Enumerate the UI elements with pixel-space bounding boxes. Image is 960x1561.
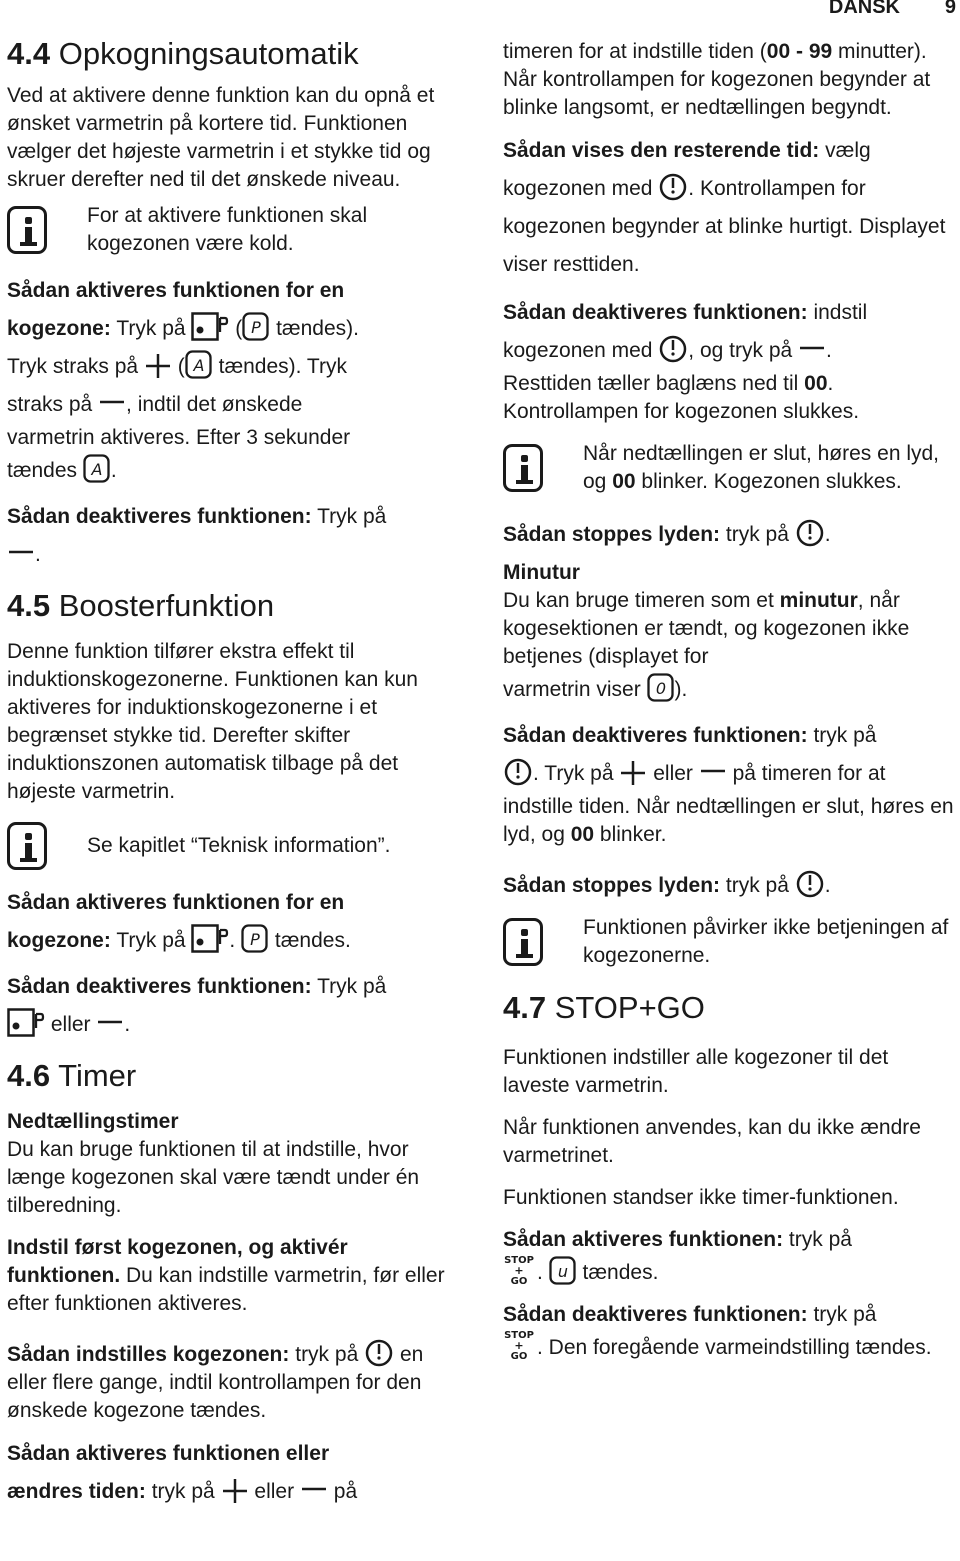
stop-go-text: GO bbox=[510, 1276, 528, 1286]
text: kogezonen med bbox=[503, 177, 653, 200]
timer-activate bbox=[7, 1435, 465, 1511]
deactivation-paragraph bbox=[7, 498, 465, 574]
text: . bbox=[229, 929, 236, 952]
text: varmetrin aktiveres. Efter 3 sekunder bbox=[7, 426, 351, 449]
text: tændes). Tryk bbox=[218, 355, 347, 378]
section-4-7-heading bbox=[503, 990, 955, 1026]
text: Du kan bruge timeren som et bbox=[503, 589, 780, 612]
page-header bbox=[0, 0, 960, 20]
display-character: 0 bbox=[655, 679, 666, 698]
info-icon bbox=[7, 822, 47, 870]
text: ( bbox=[235, 317, 243, 340]
info-note-text: Se kapitlet “Teknisk information”. bbox=[87, 834, 391, 857]
text: en eller flere gange, indtil kontrollampen for den ønskede kogezone tændes. bbox=[7, 1343, 424, 1422]
info-note-text bbox=[583, 440, 955, 496]
text: tryk på bbox=[813, 1303, 877, 1326]
info-icon bbox=[7, 206, 47, 254]
bold-text: 00 bbox=[612, 470, 636, 493]
instruction-label: Sådan aktiveres funktionen eller bbox=[7, 1442, 330, 1465]
section-number: 4.6 bbox=[7, 1058, 51, 1093]
minus-icon bbox=[98, 398, 126, 418]
display-character: P bbox=[250, 930, 260, 949]
info-note bbox=[7, 822, 465, 870]
display-icon bbox=[241, 924, 269, 954]
display-icon bbox=[83, 454, 111, 484]
info-icon bbox=[503, 918, 543, 966]
text: varmetrin viser bbox=[503, 678, 641, 701]
instruction-label: Sådan aktiveres funktionen for en bbox=[7, 891, 345, 914]
text: tryk på bbox=[725, 874, 789, 897]
text: . bbox=[35, 543, 41, 566]
text: ). bbox=[674, 678, 688, 701]
info-note-text: For at aktivere funktionen skal kogezonen være kold. bbox=[87, 204, 368, 255]
minute-minder-deactivate bbox=[503, 717, 955, 793]
zone-button-p-icon bbox=[7, 1008, 45, 1038]
info-note bbox=[503, 440, 955, 496]
text: Tryk på bbox=[317, 505, 387, 528]
text: kogezonen med bbox=[503, 339, 653, 362]
text: , og tryk på bbox=[688, 339, 793, 362]
section-title: Opkogningsautomatik bbox=[58, 36, 359, 71]
text: tændes bbox=[7, 459, 78, 482]
display-character: P bbox=[251, 318, 262, 337]
stop-go-text: + bbox=[514, 1339, 524, 1352]
instruction-label: Sådan deaktiveres funktionen: bbox=[7, 975, 312, 998]
timer-icon bbox=[364, 1336, 394, 1368]
info-note bbox=[503, 914, 955, 970]
text: . Tryk på bbox=[533, 762, 614, 785]
text: tryk på bbox=[295, 1343, 359, 1366]
stop-go-text: GO bbox=[510, 1351, 528, 1361]
instruction-label: Sådan aktiveres funktionen for en bbox=[7, 279, 345, 302]
instruction-label: Sådan deaktiveres funktionen: bbox=[503, 724, 808, 747]
minus-icon bbox=[96, 1018, 124, 1038]
text: , når kogesektionen er tændt, og kogezonen ikke betjenes (displayet for bbox=[503, 589, 910, 668]
text: tændes). bbox=[276, 317, 359, 340]
text: timeren for at indstille tiden ( bbox=[503, 40, 767, 63]
stopgo-p3: Funktionen standser ikke timer-funktionen. bbox=[503, 1186, 899, 1209]
section-number: 4.4 bbox=[7, 36, 51, 71]
text: tryk på bbox=[813, 724, 877, 747]
bold-text: 00 bbox=[570, 823, 595, 846]
page-number: 9 bbox=[944, 0, 956, 18]
zone-button-p-icon bbox=[191, 924, 229, 954]
text: . Den foregående varmeindstilling tændes. bbox=[537, 1336, 932, 1359]
text: ( bbox=[177, 355, 185, 378]
text: minutter). Når kontrollampen for kogezonen begynder at blinke langsomt, er nedtællingen begyndt. bbox=[503, 40, 931, 119]
section-4-6-heading bbox=[7, 1058, 465, 1094]
display-character: u bbox=[557, 1262, 568, 1281]
text: . bbox=[826, 339, 832, 362]
language-label: DANSK bbox=[828, 0, 900, 18]
display-icon bbox=[242, 312, 270, 342]
timer-set-zone bbox=[7, 1336, 465, 1425]
text: eller bbox=[50, 1013, 91, 1036]
text: Resttiden tæller baglæns ned til bbox=[503, 372, 799, 395]
text: blinker. Kogezonen slukkes. bbox=[635, 470, 902, 493]
text: Tryk på bbox=[317, 975, 387, 998]
text: Du kan indstille varmetrin, før eller efter funktionen aktiveres. bbox=[7, 1264, 445, 1315]
text: , indtil det ønskede bbox=[126, 393, 303, 416]
subsection-heading: Nedtællingstimer bbox=[7, 1110, 179, 1133]
text: straks på bbox=[7, 393, 93, 416]
instruction-label: Sådan indstilles kogezonen: bbox=[7, 1343, 290, 1366]
info-note-text: Funktionen påvirker ikke betjeningen af kogezonerne. bbox=[583, 916, 949, 967]
minus-icon bbox=[699, 767, 727, 787]
timer-icon bbox=[795, 867, 825, 899]
timer-icon bbox=[658, 332, 688, 364]
stop-go-text: + bbox=[514, 1264, 524, 1277]
section-title: STOP+GO bbox=[554, 990, 705, 1025]
text: på timeren for at bbox=[732, 762, 886, 785]
display-icon bbox=[185, 350, 213, 380]
text: tryk på bbox=[151, 1480, 215, 1503]
display-icon bbox=[549, 1256, 577, 1286]
bold-text: 00 bbox=[804, 372, 828, 395]
text: . bbox=[110, 459, 117, 482]
text: . bbox=[124, 1013, 131, 1036]
text: Tryk på bbox=[116, 317, 186, 340]
info-note bbox=[7, 202, 465, 258]
section-4-4-intro: Ved at aktivere denne funktion kan du opnå et ønsket varmetrin på kortere tid. Funktionen vælger det højeste varmetrin i et stykke tid og skruer derefter ned til det ønskede niveau. bbox=[7, 84, 435, 191]
minute-minder-deactivate-cont bbox=[503, 793, 955, 849]
display-character: A bbox=[193, 356, 205, 375]
text: eller bbox=[653, 762, 693, 785]
subsection-heading: Minutur bbox=[503, 561, 580, 584]
text: . bbox=[824, 874, 831, 897]
text: vælg bbox=[825, 139, 871, 162]
bold-text: minutur bbox=[779, 589, 858, 612]
activation-paragraph-end bbox=[7, 452, 465, 490]
text: Når nedtællingen er slut, høres en lyd, og bbox=[583, 442, 940, 493]
text: tryk på bbox=[788, 1228, 852, 1251]
instruction-label: Sådan deaktiveres funktionen: bbox=[7, 505, 312, 528]
section-4-5-heading bbox=[7, 588, 465, 624]
timer-icon bbox=[795, 516, 825, 548]
timer-intro: Du kan bruge funktionen til at indstille, hvor længe kogezonen skal være tændt under én tilberedning. bbox=[7, 1138, 420, 1217]
text: . Kontrollampen for kogezonen begynder at blinke hurtigt. Displayet viser resttiden. bbox=[503, 177, 946, 276]
display-icon bbox=[647, 673, 675, 703]
deactivation-paragraph bbox=[7, 968, 465, 1044]
stop-sound bbox=[503, 516, 955, 549]
stop-sound bbox=[503, 867, 955, 900]
minus-icon bbox=[798, 344, 826, 364]
text: på bbox=[333, 1480, 358, 1503]
stopgo-p2: Når funktionen anvendes, kan du ikke ændre varmetrinet. bbox=[503, 1116, 921, 1167]
timer-icon bbox=[503, 755, 533, 787]
bold-text: Indstil først kogezonen, og aktivér funktionen. bbox=[7, 1236, 348, 1287]
section-number: 4.5 bbox=[7, 588, 51, 623]
stopgo-p1: Funktionen indstiller alle kogezoner til det laveste varmetrin. bbox=[503, 1046, 889, 1097]
instruction-label: kogezone: bbox=[7, 317, 111, 340]
minute-minder-intro bbox=[503, 587, 955, 671]
show-remaining-time bbox=[503, 132, 955, 284]
section-title: Timer bbox=[58, 1058, 137, 1093]
minute-minder-intro-end bbox=[503, 671, 955, 709]
minus-icon bbox=[7, 548, 35, 568]
stop-go-text: STOP bbox=[504, 1255, 534, 1266]
text: tryk på bbox=[725, 523, 789, 546]
instruction-label: kogezone: bbox=[7, 929, 111, 952]
instruction-label: Sådan aktiveres funktionen: bbox=[503, 1228, 784, 1251]
section-4-4-heading bbox=[7, 36, 465, 72]
text: Tryk straks på bbox=[7, 355, 139, 378]
minus-icon bbox=[300, 1485, 328, 1505]
timer-first-step bbox=[7, 1234, 465, 1318]
section-4-5-intro: Denne funktion tilfører ekstra effekt til induktionskogezonerne. Funktionen kan kun aktiveres for induktionskogezonerne i et begrænset stykke tid. Derefter skifter induktionszonen automatisk tilbage på det højeste varmetrin. bbox=[7, 640, 418, 803]
text: Tryk på bbox=[116, 929, 186, 952]
display-character: A bbox=[91, 460, 103, 479]
text: . Kontrollampen for kogezonen slukkes. bbox=[503, 372, 860, 423]
activation-paragraph bbox=[7, 272, 465, 424]
text: indstille tiden. Når nedtællingen er slut, høres en lyd, og bbox=[503, 795, 954, 846]
stop-go-text: STOP bbox=[504, 1330, 534, 1341]
info-icon bbox=[503, 444, 543, 492]
left-column bbox=[7, 36, 465, 1511]
timer-icon bbox=[658, 170, 688, 202]
plus-icon bbox=[221, 1477, 249, 1505]
instruction-label: Sådan stoppes lyden: bbox=[503, 874, 721, 897]
section-title: Boosterfunktion bbox=[58, 588, 275, 623]
text: indstil bbox=[813, 301, 868, 324]
instruction-label: Sådan deaktiveres funktionen: bbox=[503, 301, 808, 324]
text: tændes. bbox=[582, 1261, 659, 1284]
stopgo-deactivate bbox=[503, 1301, 955, 1362]
text: . bbox=[824, 523, 831, 546]
activation-paragraph-cont bbox=[7, 424, 465, 452]
text: eller bbox=[254, 1480, 295, 1503]
instruction-label: ændres tiden: bbox=[7, 1480, 146, 1503]
plus-icon bbox=[619, 759, 647, 787]
stopgo-activate bbox=[503, 1226, 955, 1287]
zone-button-p-icon bbox=[191, 312, 229, 342]
bold-text: 00 - 99 bbox=[766, 40, 833, 63]
timer-deactivate-cont bbox=[503, 370, 955, 426]
text: blinker. bbox=[594, 823, 667, 846]
plus-icon bbox=[144, 352, 172, 380]
instruction-label: Sådan vises den resterende tid: bbox=[503, 139, 820, 162]
stop-go-icon bbox=[503, 1254, 537, 1286]
right-column bbox=[503, 38, 955, 1362]
timer-deactivate bbox=[503, 294, 955, 370]
activation-paragraph bbox=[7, 884, 465, 960]
text: . bbox=[537, 1261, 543, 1284]
text: tændes. bbox=[274, 929, 351, 952]
stop-go-icon bbox=[503, 1329, 537, 1361]
instruction-label: Sådan stoppes lyden: bbox=[503, 523, 721, 546]
section-number: 4.7 bbox=[503, 990, 547, 1025]
timer-continuation bbox=[503, 38, 955, 122]
instruction-label: Sådan deaktiveres funktionen: bbox=[503, 1303, 808, 1326]
